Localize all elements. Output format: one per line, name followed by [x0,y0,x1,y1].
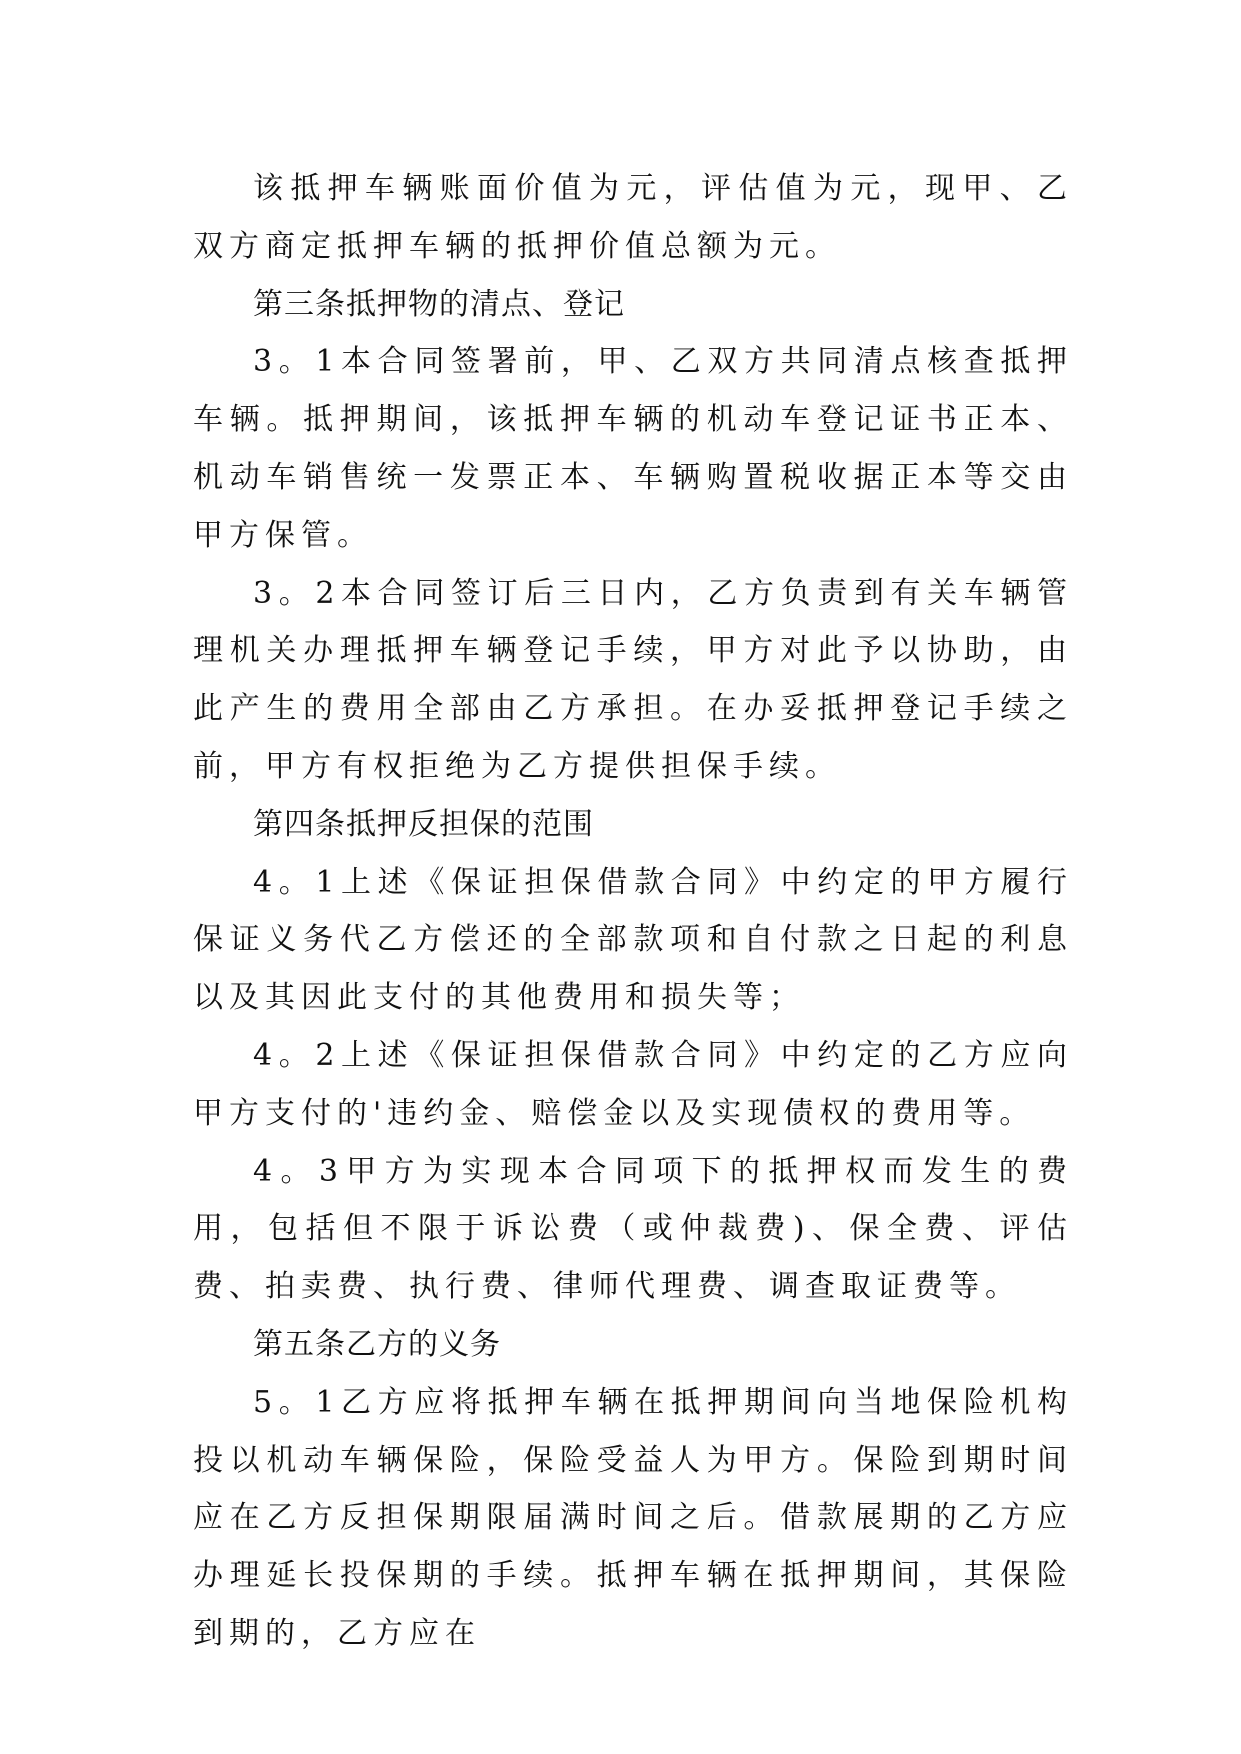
document-body [193,160,1073,1663]
paragraph-3-1: 3。1本合同签署前，甲、乙双方共同清点核查抵押车辆。抵押期间，该抵押车辆的机动车登记证书正本、机动车销售统一发票正本、车辆购置税收据正本等交由甲方保管。 [193,344,1073,553]
paragraph-3-2: 3。2本合同签订后三日内，乙方负责到有关车辆管理机关办理抵押车辆登记手续，甲方对此予以协助，由此产生的费用全部由乙方承担。在办妥抵押登记手续之前，甲方有权拒绝为乙方提供担保手续。 [193,575,1073,784]
paragraph-4-2: 4。2上述《保证担保借款合同》中约定的乙方应向甲方支付的'违约金、赔偿金以及实现债权的费用等。 [193,1037,1073,1131]
heading-article-5: 第五条乙方的义务 [253,1326,501,1362]
heading-article-4: 第四条抵押反担保的范围 [253,806,594,842]
paragraph-5-1: 5。1乙方应将抵押车辆在抵押期间向当地保险机构投以机动车辆保险，保险受益人为甲方。保险到期时间应在乙方反担保期限届满时间之后。借款展期的乙方应办理延长投保期的手续。抵押车辆在抵押期间，其保险到期的，乙方应在 [193,1384,1073,1651]
paragraph-4-3: 4。3甲方为实现本合同项下的抵押权而发生的费用，包括但不限于诉讼费（或仲裁费)、保全费、评估费、拍卖费、执行费、律师代理费、调查取证费等。 [193,1153,1073,1305]
paragraph-valuation: 该抵押车辆账面价值为元，评估值为元，现甲、乙双方商定抵押车辆的抵押价值总额为元。 [193,171,1073,264]
heading-article-3: 第三条抵押物的清点、登记 [253,286,625,322]
paragraph-4-1: 4。1上述《保证担保借款合同》中约定的甲方履行保证义务代乙方偿还的全部款项和自付款之日起的利息以及其因此支付的其他费用和损失等； [193,864,1073,1016]
